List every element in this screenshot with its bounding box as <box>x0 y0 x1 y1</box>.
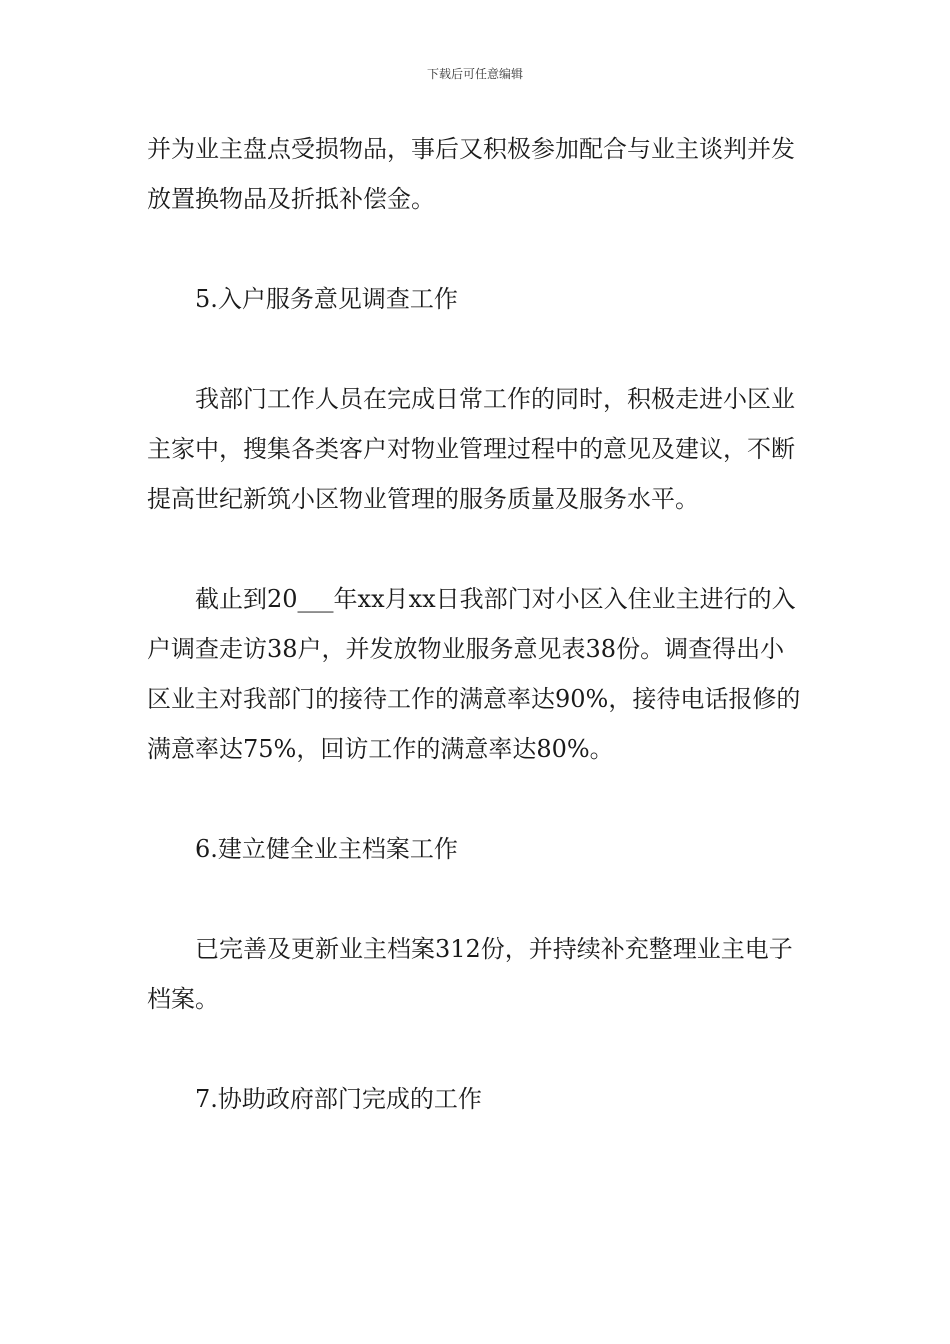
paragraph-survey-intro: 我部门工作人员在完成日常工作的同时，积极走进小区业主家中，搜集各类客户对物业管理过程中的意见及建议，不断提高世纪新筑小区物业管理的服务质量及服务水平。 <box>147 385 795 513</box>
section-heading-5: 5.入户服务意见调查工作 <box>195 285 458 313</box>
section-heading-6: 6.建立健全业主档案工作 <box>195 835 458 863</box>
page-header: 下载后可任意编辑 <box>426 67 523 81</box>
paragraph-survey-results: 截止到20___年xx月xx日我部门对小区入住业主进行的入户调查走访38户，并发放物业服务意见表38份。调查得出小区业主对我部门的接待工作的满意率达90%，接待电话报修的满意率达75%，回访工作的满意率达80%。 <box>147 585 801 763</box>
document-body <box>147 124 807 1124</box>
section-heading-7: 7.协助政府部门完成的工作 <box>195 1085 482 1113</box>
paragraph-continuation: 并为业主盘点受损物品，事后又积极参加配合与业主谈判并发放置换物品及折抵补偿金。 <box>147 135 795 213</box>
paragraph-owner-files: 已完善及更新业主档案312份，并持续补充整理业主电子档案。 <box>147 935 793 1013</box>
